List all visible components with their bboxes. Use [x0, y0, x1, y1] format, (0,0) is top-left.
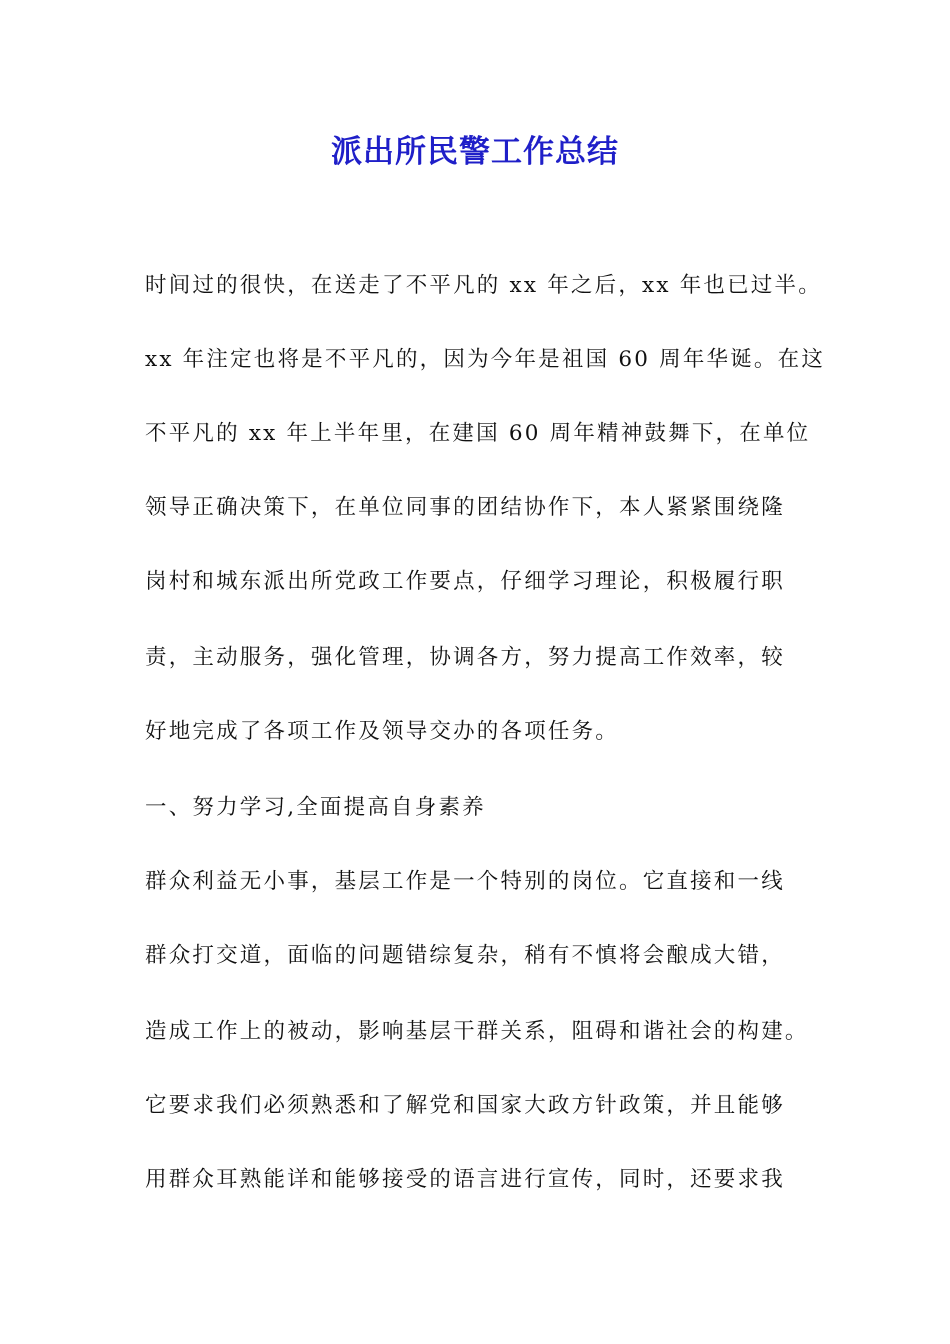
document-title: 派出所民警工作总结: [331, 134, 619, 170]
body-line-6: 责，主动服务，强化管理，协调各方，努力提高工作效率，较: [145, 645, 785, 670]
body-line-13: 用群众耳熟能详和能够接受的语言进行宣传，同时，还要求我: [145, 1167, 785, 1192]
body-line-4: 领导正确决策下，在单位同事的团结协作下，本人紧紧围绕隆: [145, 495, 785, 520]
body-line-3: 不平凡的 xx 年上半年里，在建国 60 周年精神鼓舞下，在单位: [145, 421, 811, 446]
body-line-5: 岗村和城东派出所党政工作要点，仔细学习理论，积极履行职: [145, 569, 785, 594]
body-line-11: 造成工作上的被动，影响基层干群关系，阻碍和谐社会的构建。: [145, 1019, 809, 1044]
body-line-10: 群众打交道，面临的问题错综复杂，稍有不慎将会酿成大错，: [145, 943, 785, 968]
body-line-7: 好地完成了各项工作及领导交办的各项任务。: [145, 719, 620, 744]
body-line-12: 它要求我们必须熟悉和了解党和国家大政方针政策，并且能够: [145, 1093, 785, 1118]
body-line-2: xx 年注定也将是不平凡的，因为今年是祖国 60 周年华诞。在这: [145, 347, 826, 372]
body-line-9: 群众利益无小事，基层工作是一个特别的岗位。它直接和一线: [145, 869, 785, 894]
body-line-1: 时间过的很快，在送走了不平凡的 xx 年之后，xx 年也已过半。: [145, 273, 822, 298]
section-heading-1: 一、努力学习,全面提高自身素养: [145, 795, 486, 820]
